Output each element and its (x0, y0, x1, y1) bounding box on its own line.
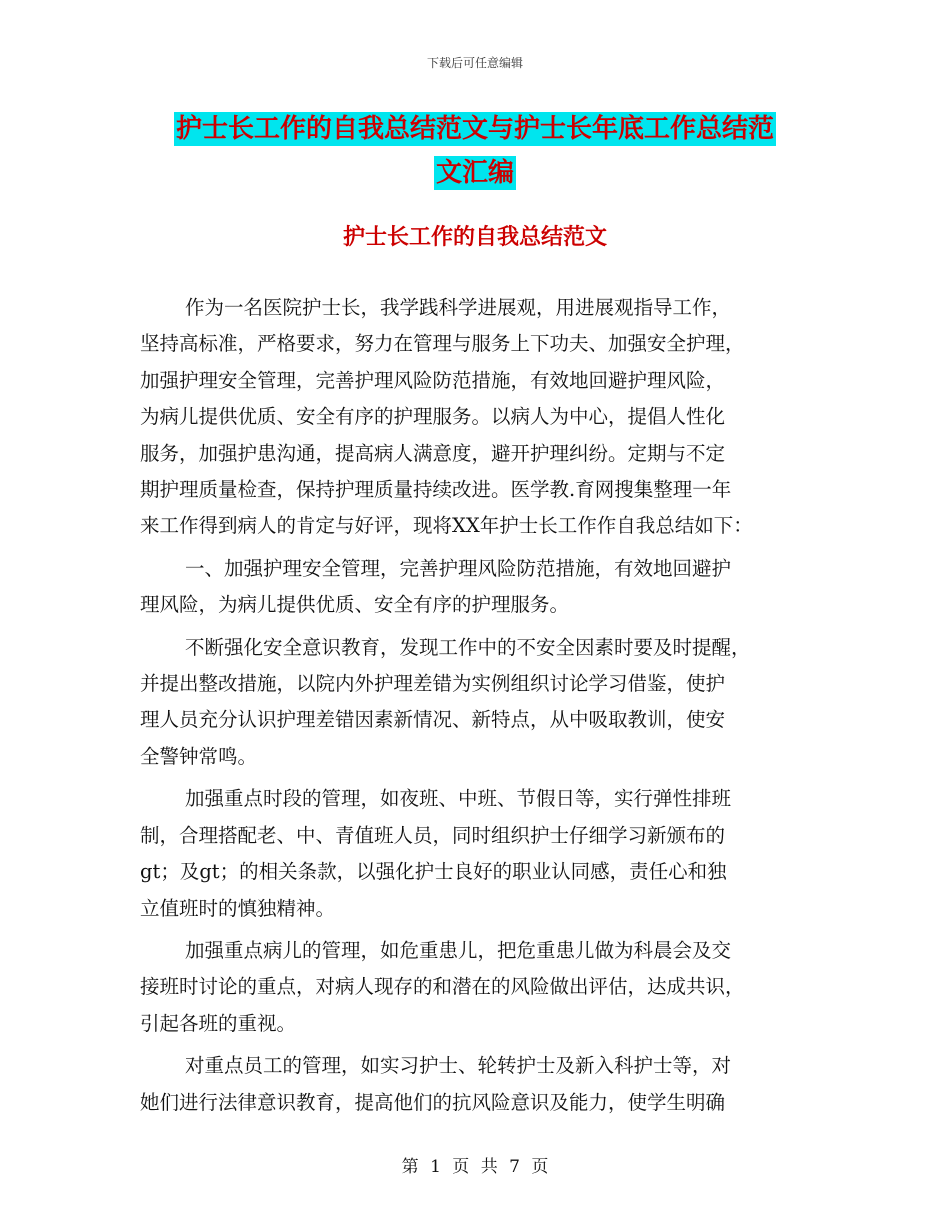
text-line: gt；及gt；的相关条款，以强化护士良好的职业认同感，责任心和独 (140, 860, 727, 884)
text-line: 加强重点时段的管理，如夜班、中班、节假日等，实行弹性排班 (185, 787, 732, 811)
text-line: 为病儿提供优质、安全有序的护理服务。以病人为中心，提倡人性化 (140, 405, 726, 429)
text-line: 不断强化安全意识教育，发现工作中的不安全因素时要及时提醒， (185, 635, 751, 659)
body-text (140, 290, 812, 1127)
paragraph-1 (140, 290, 812, 545)
text-line: 理风险，为病儿提供优质、安全有序的护理服务。 (140, 593, 570, 617)
text-line: 加强重点病儿的管理，如危重患儿，把危重患儿做为科晨会及交 (185, 938, 732, 962)
text-line: 作为一名医院护士长，我学践科学进展观，用进展观指导工作， (185, 296, 732, 319)
paragraph-2 (140, 551, 812, 624)
text-line: 立值班时的慎独精神。 (140, 896, 336, 920)
header-note: 下载后可任意编辑 (426, 56, 523, 70)
text-line: 一、加强护理安全管理，完善护理风险防范措施，有效地回避护 (185, 556, 732, 580)
document-title-line-1 (0, 106, 950, 152)
title-highlight-1: 护士长工作的自我总结范文与护士长年底工作总结范 (175, 114, 774, 144)
text-line: 她们进行法律意识教育，提高他们的抗风险意识及能力，使学生明确 (140, 1090, 726, 1114)
text-line: 引起各班的重视。 (140, 1011, 297, 1035)
page-footer: 第 1 页 共 7 页 (401, 1157, 549, 1177)
text-line: 来工作得到病人的肯定与好评，现将XX年护士长工作作自我总结如下： (140, 514, 753, 538)
text-line: 全警钟常鸣。 (140, 744, 258, 768)
text-line: 期护理质量检查，保持护理质量持续改进。医学教.育网搜集整理一年 (140, 478, 732, 502)
document-title-line-2 (0, 150, 950, 196)
section-heading: 护士长工作的自我总结范文 (342, 225, 607, 250)
text-line: 坚持高标准，严格要求，努力在管理与服务上下功夫、加强安全护理， (140, 332, 745, 356)
paragraph-4 (140, 781, 812, 927)
text-line: 接班时讨论的重点，对病人现存的和潜在的风险做出评估，达成共识， (140, 975, 745, 999)
text-line: 制，合理搭配老、中、青值班人员，同时组织护士仔细学习新颁布的 (140, 823, 726, 847)
paragraph-3 (140, 630, 812, 776)
text-line: 并提出整改措施，以院内外护理差错为实例组织讨论学习借鉴，使护 (140, 672, 726, 696)
text-line: 加强护理安全管理，完善护理风险防范措施，有效地回避护理风险， (140, 368, 726, 392)
paragraph-6 (140, 1048, 812, 1121)
text-line: 对重点员工的管理，如实习护士、轮转护士及新入科护士等，对 (185, 1054, 732, 1078)
text-line: 服务，加强护患沟通，提高病人满意度，避开护理纠纷。定期与不定 (140, 441, 726, 465)
text-line: 理人员充分认识护理差错因素新情况、新特点，从中吸取教训，使安 (140, 708, 726, 732)
title-highlight-2: 文汇编 (435, 158, 514, 188)
paragraph-5 (140, 933, 812, 1042)
